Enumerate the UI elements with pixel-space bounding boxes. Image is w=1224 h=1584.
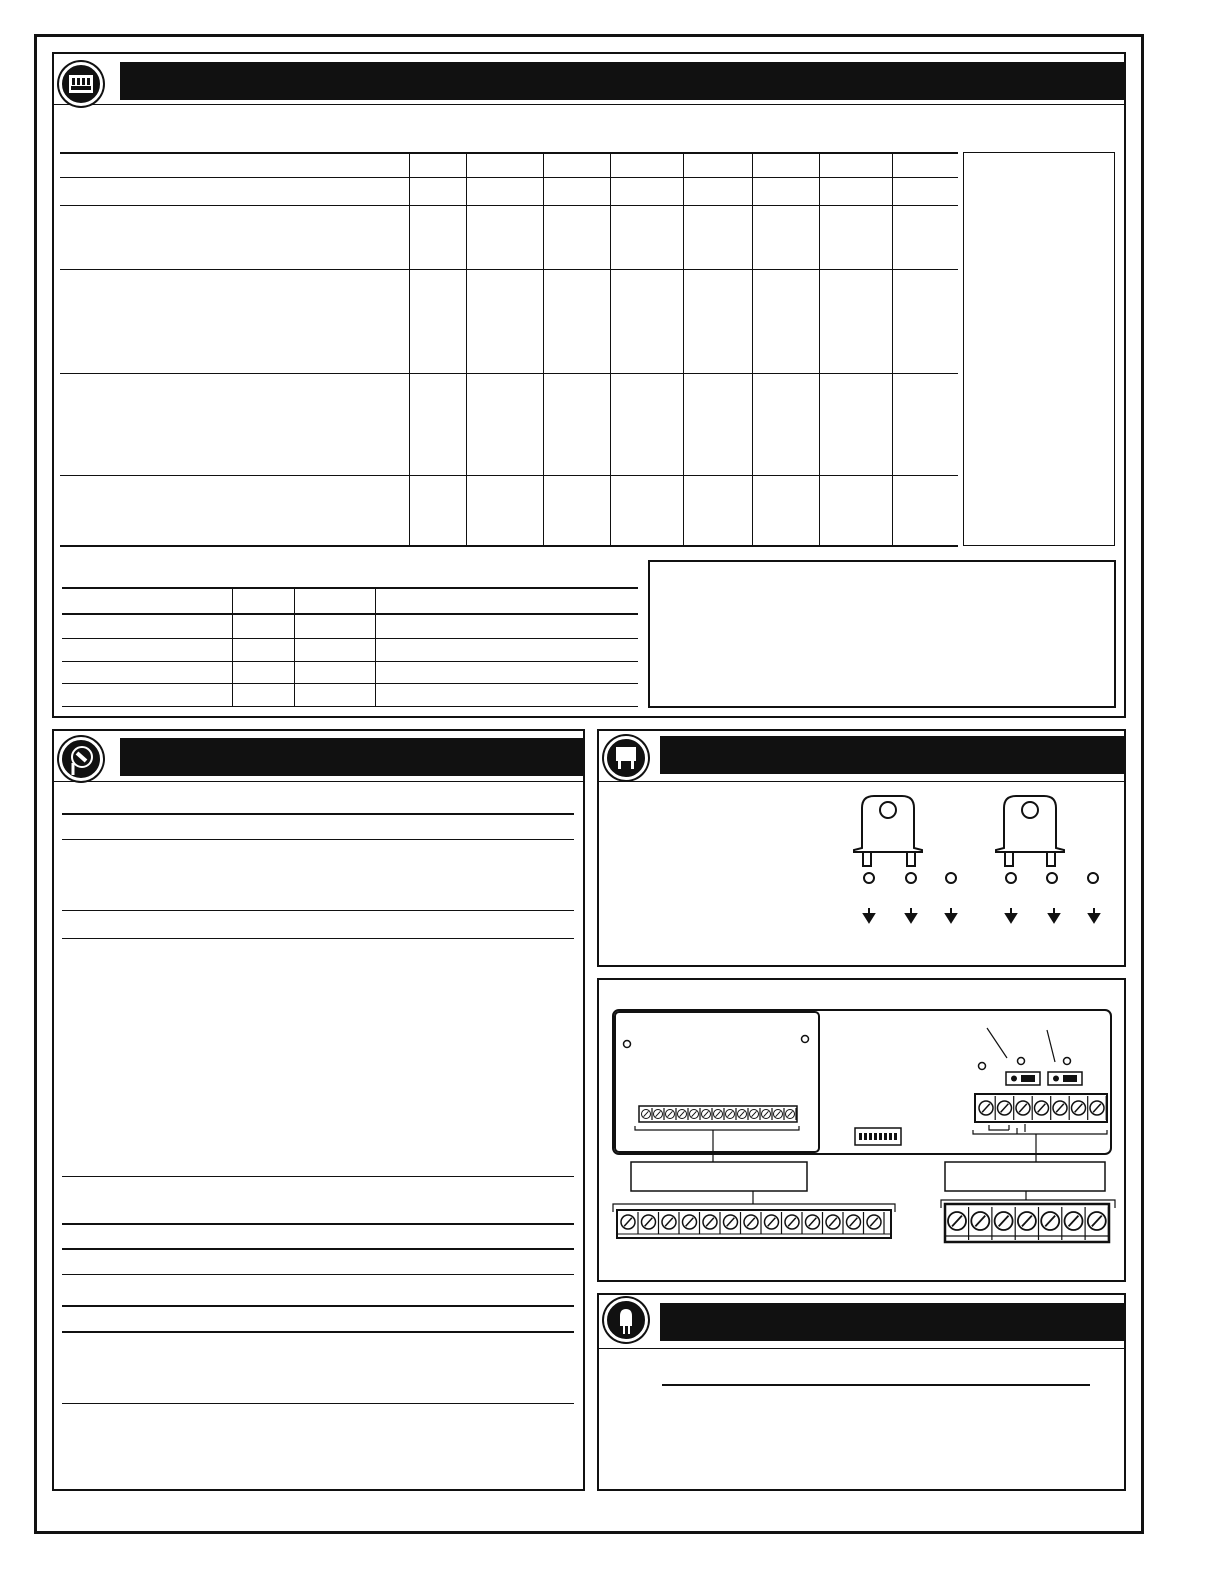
terminal-screw (744, 1215, 758, 1229)
terminal-screw (642, 1110, 651, 1119)
fuse-right (1048, 1072, 1082, 1085)
terminal-screw (971, 1212, 989, 1230)
mount-hole (1064, 1058, 1071, 1065)
table-rule (62, 638, 638, 639)
terminal-screw (1065, 1212, 1083, 1230)
terminal-screw (726, 1110, 735, 1119)
specs-rule (62, 813, 574, 815)
terminal-screw (738, 1110, 747, 1119)
terminal-screw (690, 1110, 699, 1119)
specs-rule (62, 839, 574, 840)
daughter-board (615, 1012, 819, 1152)
terminal-screw (826, 1215, 840, 1229)
terminal-screw (654, 1110, 663, 1119)
jumper-diagram (840, 790, 1140, 930)
terminal-screw (995, 1212, 1013, 1230)
table-rule (60, 475, 958, 476)
table-rule (60, 269, 958, 270)
terminal-screw (666, 1110, 675, 1119)
specs-rule (62, 1223, 574, 1225)
terminal-screw (642, 1215, 656, 1229)
jumpers-header-bar (660, 736, 1126, 774)
table-rule (62, 706, 638, 707)
note-box (648, 560, 1116, 708)
terminal-screw (867, 1215, 881, 1229)
terminal-screw (847, 1215, 861, 1229)
mount-hole (979, 1063, 986, 1070)
table-column-divider (892, 152, 893, 546)
terminal-screw (774, 1110, 783, 1119)
terminal-screw (806, 1215, 820, 1229)
settings-header-rule (52, 104, 1126, 105)
specs-rule (62, 1248, 574, 1250)
specs-rule (62, 910, 574, 911)
terminal-screw (1072, 1101, 1086, 1115)
table-column-divider (683, 152, 684, 546)
settings-header-bar (120, 62, 1126, 100)
specs-rule (62, 1274, 574, 1275)
terminal-screw (1035, 1101, 1049, 1115)
terminal-screw (724, 1215, 738, 1229)
terminal-screw (1088, 1212, 1106, 1230)
table-column-divider (543, 152, 544, 546)
table-column-divider (294, 587, 295, 707)
terminal-screw (979, 1101, 993, 1115)
terminal-screw (948, 1212, 966, 1230)
specs-rule (62, 1176, 574, 1177)
indicators-rule (662, 1384, 1090, 1386)
table-column-divider (819, 152, 820, 546)
jumper-plug-right (996, 796, 1064, 866)
terminal-screw (702, 1110, 711, 1119)
terminal-screw (1041, 1212, 1059, 1230)
table-rule (60, 177, 958, 178)
specs-header-rule (52, 781, 585, 782)
jumper-pins-left (864, 873, 956, 883)
terminal-screw (703, 1215, 717, 1229)
side-notes-box (963, 152, 1115, 546)
indicators-header-rule (597, 1348, 1126, 1349)
table-rule (62, 683, 638, 684)
jumpers-header-rule (597, 781, 1126, 782)
board-diagram (597, 978, 1126, 1282)
terminal-screw (1053, 1101, 1067, 1115)
jumper-arrows-right (1006, 908, 1099, 922)
mount-hole (1018, 1058, 1025, 1065)
specs-header-bar (120, 738, 585, 776)
specs-panel (52, 729, 585, 1491)
table-column-divider (610, 152, 611, 546)
table-rule (60, 373, 958, 374)
terminal-screw (1018, 1212, 1036, 1230)
table-rule (60, 205, 958, 206)
jumper-plug-icon (604, 736, 648, 780)
led-bulb-icon (604, 1298, 648, 1342)
specs-rule (62, 1305, 574, 1307)
mount-hole (802, 1036, 809, 1043)
jumper-pins-right (1006, 873, 1098, 883)
fuse-left (1006, 1072, 1040, 1085)
table-column-divider (375, 587, 376, 707)
jumper-plug-left (854, 796, 922, 866)
terminal-screw (1090, 1101, 1104, 1115)
terminal-screw (1016, 1101, 1030, 1115)
mount-hole (624, 1041, 631, 1048)
table-column-divider (232, 587, 233, 707)
terminal-screw (998, 1101, 1012, 1115)
table-column-divider (466, 152, 467, 546)
terminal-screw (762, 1110, 771, 1119)
table-rule (60, 152, 958, 154)
jumper-arrows-left (864, 908, 956, 922)
left-callout-box (631, 1162, 807, 1191)
table-column-divider (752, 152, 753, 546)
table-rule (62, 587, 638, 589)
terminal-screw (750, 1110, 759, 1119)
indicators-header-bar (660, 1303, 1126, 1341)
terminal-screw (786, 1110, 795, 1119)
terminal-screw (678, 1110, 687, 1119)
terminal-screw (714, 1110, 723, 1119)
table-rule (62, 661, 638, 662)
table-rule (62, 613, 638, 615)
table-column-divider (409, 152, 410, 546)
terminal-screw (621, 1215, 635, 1229)
specs-rule (62, 938, 574, 939)
right-callout-box (945, 1162, 1105, 1191)
dip-switch-icon (59, 62, 103, 106)
table-rule (60, 545, 958, 547)
wrench-tool-icon (59, 737, 103, 781)
specs-rule (62, 1403, 574, 1404)
terminal-screw (683, 1215, 697, 1229)
specs-rule (62, 1331, 574, 1333)
terminal-screw (765, 1215, 779, 1229)
terminal-screw (785, 1215, 799, 1229)
terminal-screw (662, 1215, 676, 1229)
